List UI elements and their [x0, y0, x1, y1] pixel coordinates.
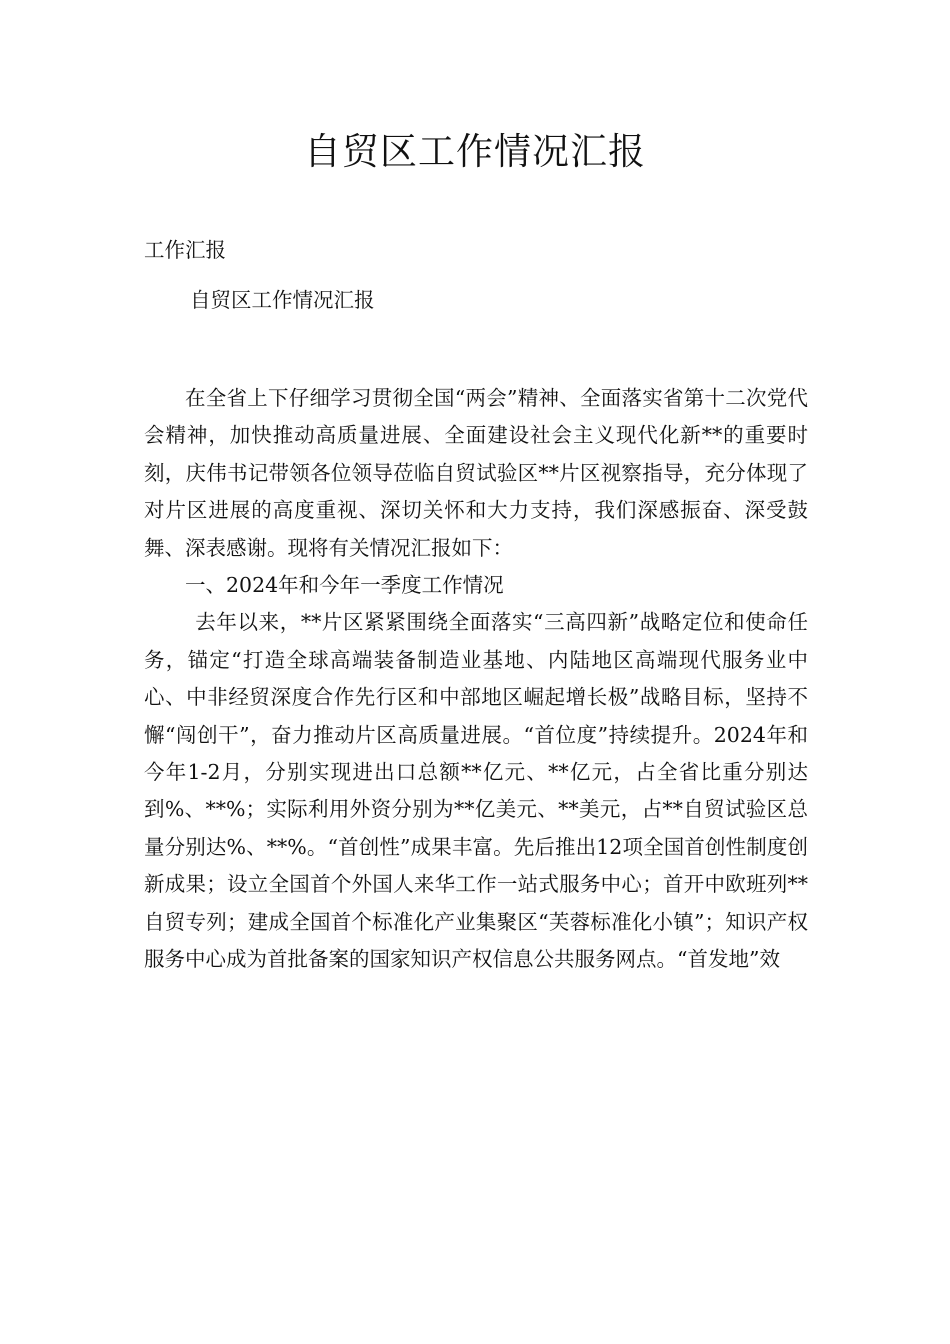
document-title: 自贸区工作情况汇报 [304, 130, 646, 173]
document-subtitle: 自贸区工作情况汇报 [190, 288, 375, 312]
document-body [144, 380, 808, 979]
section-heading: 一、2024年和今年一季度工作情况 [185, 573, 504, 598]
intro-paragraph: 在全省上下仔细学习贯彻全国“两会”精神、全面落实省第十二次党代会精神，加快推动高质量进展、全面建设社会主义现代化新**的重要时刻，庆伟书记带领各位领导莅临自贸试验区**片区视察指导，充分体现了对片区进展的高度重视、深切关怀和大力支持，我们深感振奋、深受鼓舞、深表感谢。现将有关情况汇报如下： [144, 386, 808, 560]
section-paragraph: 去年以来，**片区紧紧围绕全面落实“三高四新”战略定位和使命任务，锚定“打造全球高端装备制造业基地、内陆地区高端现代服务业中心、中非经贸深度合作先行区和中部地区崛起增长极”战略目标，坚持不懈“闯创干”，奋力推动片区高质量进展。“首位度”持续提升。2024年和今年1-2月，分别实现进出口总额**亿元、**亿元，占全省比重分别达到%、**%；实际利用外资分别为**亿美元、**美元，占**自贸试验区总量分别达%、**%。“首创性”成果丰富。先后推出12项全国首创性制度创新成果；设立全国首个外国人来华工作一站式服务中心；首开中欧班列**自贸专列；建成全国首个标准化产业集聚区“芙蓉标准化小镇”；知识产权服务中心成为首批备案的国家知识产权信息公共服务网点。“首发地”效 [144, 610, 808, 972]
document-category-label: 工作汇报 [144, 238, 226, 262]
